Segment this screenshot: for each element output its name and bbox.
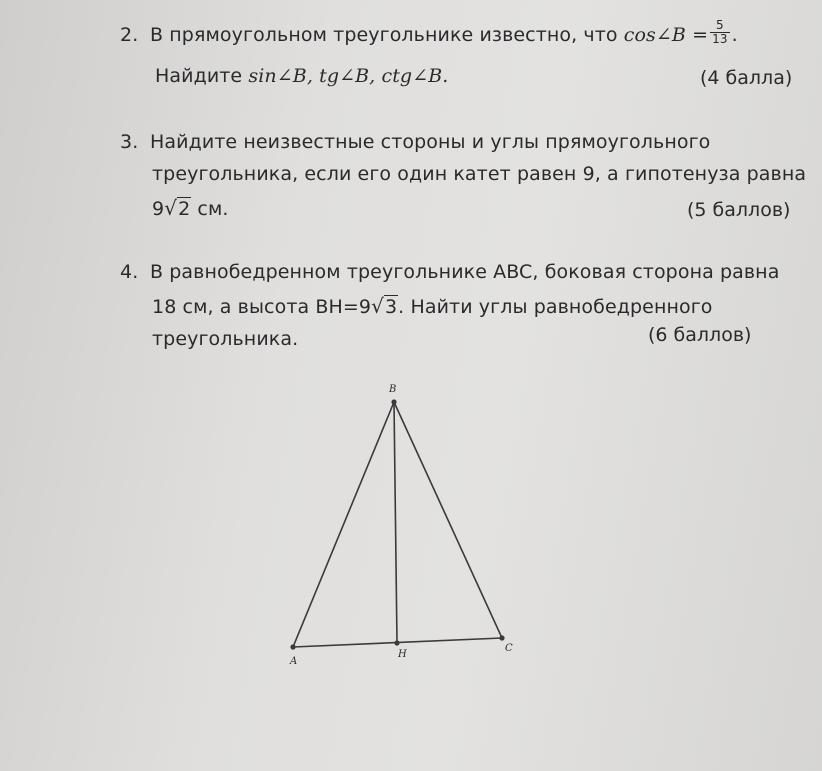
point-h <box>394 640 399 645</box>
sqrt-symbol: √2 <box>164 196 191 220</box>
label-b: B <box>389 384 397 395</box>
task-3-line-2: треугольника, если его один катет равен 9, а гипотенуза равна <box>152 163 807 185</box>
label-c: C <box>505 643 513 654</box>
label-h: H <box>398 649 407 660</box>
point-a <box>290 644 295 649</box>
label-a: A <box>290 656 298 667</box>
task-4-number: 4. <box>120 261 139 283</box>
fraction-numerator: 5 <box>710 19 729 33</box>
point-b <box>391 399 396 404</box>
task-4-root: 3 <box>384 296 398 318</box>
task-2-find-prefix: Найдите <box>155 65 249 87</box>
fraction-denominator: 13 <box>712 32 728 46</box>
task-4-line-3: треугольника. <box>152 328 299 350</box>
task-3-coef: 9 <box>152 198 165 220</box>
task-4-text-2-suffix: . Найти углы равнобедренного <box>398 296 713 318</box>
task-4-text-1: В равнобедренном треугольнике ABC, боковая сторона равна <box>150 261 780 283</box>
task-3-score: (5 баллов) <box>687 199 791 221</box>
side-bc <box>394 402 502 638</box>
task-2-number: 2. <box>120 24 139 46</box>
task-3-unit: см. <box>191 198 229 220</box>
point-c <box>499 635 504 640</box>
task-2-cos-expression: cos∠B = <box>623 24 709 46</box>
task-2-period: . <box>731 24 738 46</box>
task-2-find-expression: sin∠B, tg∠B, ctg∠B. <box>248 65 449 87</box>
task-3-number: 3. <box>120 131 139 153</box>
task-4-score: (6 баллов) <box>648 324 752 346</box>
sqrt-symbol: √3 <box>371 294 398 318</box>
task-4-text-2-prefix: 18 см, а высота BH=9 <box>152 296 372 318</box>
task-3-root: 2 <box>178 198 191 220</box>
task-2-text: В прямоугольном треугольнике известно, что <box>150 24 624 46</box>
task-2-score: (4 балла) <box>700 67 793 89</box>
height-bh <box>394 402 397 643</box>
task-3-text-1: Найдите неизвестные стороны и углы прямоугольного <box>150 131 711 153</box>
side-ab <box>293 402 394 647</box>
